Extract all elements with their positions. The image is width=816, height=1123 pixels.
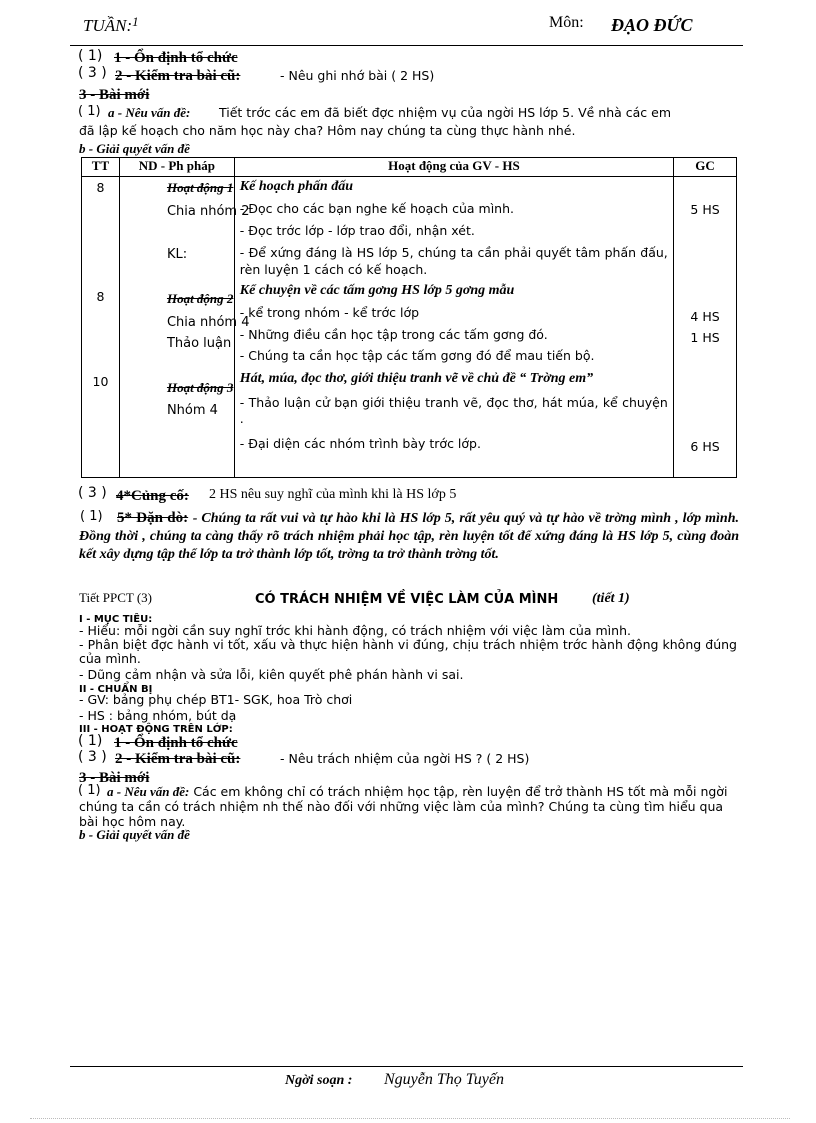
activity1-step1: - Đọc cho các bạn nghe kế hoạch của mình. <box>239 201 514 216</box>
tt-2: 8 <box>96 289 105 304</box>
section4-text: 2 HS nêu suy nghĩ của mình khi là HS lớp 5 <box>209 487 457 502</box>
ppct-label: Tiết PPCT (3) <box>79 590 152 605</box>
activity3-method: Nhóm 4 <box>166 403 218 418</box>
activities-heading: III - HOẠT ĐỘNG TRÊN LỚP: <box>79 724 233 735</box>
activity2-method: Chia nhóm 4 <box>166 315 250 330</box>
activity1-title: Kế hoạch phấn đấu <box>239 179 353 194</box>
week-number: 1 <box>132 14 139 29</box>
l2-section1-time: ( 1) <box>78 733 103 749</box>
preparation-student: - HS : bảng nhóm, bút dạ <box>79 708 237 723</box>
l2-section2-title: 2 - Kiểm tra bài cũ: <box>115 751 241 767</box>
page-bottom-dotted <box>30 1118 790 1119</box>
week-label: TUẦN:$^1$ <box>83 14 139 35</box>
l2-section2-text: - Nêu trách nhiệm của ngời HS ? ( 2 HS) <box>280 751 530 766</box>
col-header-gc: GC <box>674 158 737 177</box>
tt-3: 10 <box>92 374 109 389</box>
subject-name: ĐẠO ĐỨC <box>611 15 693 35</box>
author-name: Nguyễn Thọ Tuyến <box>384 1071 504 1088</box>
gc-3: 1 HS <box>690 330 720 345</box>
activity1-conclusion: KL: <box>166 247 188 262</box>
part-a-line1: Tiết trớc các em đã biết đợc nhiệm vụ của ngời HS lớp 5. Về nhà các em <box>219 105 672 120</box>
lesson2-period: (tiết 1) <box>592 591 630 606</box>
part-b-label: b - Giải quyết vấn đề <box>79 141 190 156</box>
activity1-step2: - Đọc trớc lớp - lớp trao đổi, nhận xét. <box>239 223 475 238</box>
col-header-method: ND - Ph pháp <box>119 158 234 177</box>
author-label: Ngời soạn : <box>285 1073 353 1088</box>
objectives-heading: I - MỤC TIÊU: <box>79 614 153 625</box>
activity2-title: Kể chuyện về các tấm gơng HS lớp 5 gơng mẫu <box>239 283 515 298</box>
section2-text: - Nêu ghi nhớ bài ( 2 HS) <box>280 68 435 83</box>
section4-time: ( 3 ) <box>78 485 107 501</box>
gc-1: 5 HS <box>690 202 720 217</box>
activity3-title: Hát, múa, đọc thơ, giới thiệu tranh vẽ về chủ đề “ Trờng em” <box>239 371 594 386</box>
activity2-step2: - Những điều cần học tập trong các tấm gơng đó. <box>239 327 548 342</box>
col-header-tt: TT <box>82 158 120 177</box>
l2-section2-time: ( 3 ) <box>78 749 107 765</box>
activity2-step1: - kể trong nhóm - kể trớc lớp <box>239 305 420 320</box>
activity1-heading: Hoạt động 1 <box>166 180 234 195</box>
activity2-heading: Hoạt động 2 <box>166 291 234 306</box>
part-a-time: ( 1) <box>78 104 101 119</box>
footer-rule <box>70 1066 743 1067</box>
activity2-step3: - Chúng ta cần học tập các tấm gơng đó để mau tiến bộ. <box>239 348 595 363</box>
activity2-discussion: Thảo luận <box>166 336 232 351</box>
section1-title: 1 - Ổn định tổ chức <box>114 50 238 66</box>
preparation-teacher: - GV: bảng phụ chép BT1- SGK, hoa Trò chơi <box>79 692 353 707</box>
section2-title: 2 - Kiểm tra bài cũ: <box>115 68 241 84</box>
l2-part-a-label: a - Nêu vấn đề: <box>107 784 190 799</box>
lesson2-title: CÓ TRÁCH NHIỆM VỀ VIỆC LÀM CỦA MÌNH <box>255 592 559 607</box>
l2-section3-title: 3 - Bài mới <box>79 770 150 786</box>
section5-title: 5* Dặn dò: <box>117 510 189 526</box>
tt-1: 8 <box>96 180 105 195</box>
activity1-conclusion-text: - Để xứng đáng là HS lớp 5, chúng ta cần phải quyết tâm phấn đấu, rèn luyện 1 cách có kế hoạch. <box>239 245 668 277</box>
header-rule <box>70 45 743 46</box>
section2-time: ( 3 ) <box>78 65 107 81</box>
l2-part-a-block <box>79 784 739 829</box>
l2-part-a-text: Các em không chỉ có trách nhiệm học tập, rèn luyện để trở thành HS tốt mà mỗi ngời chúng ta cần có trách nhiệm nh thế nào đối với những việc làm của mình? Chúng ta cùng tìm hiểu qua bài học hôm nay. <box>79 784 728 829</box>
section4-title: 4*Củng cố: <box>116 488 189 504</box>
section5-block <box>79 509 739 563</box>
preparation-heading: II - CHUẨN BỊ <box>79 684 153 695</box>
activity1-method: Chia nhóm 2 <box>166 204 250 219</box>
subject-label: Môn: <box>549 14 584 31</box>
l2-part-b-label: b - Giải quyết vấn đề <box>79 827 190 842</box>
gc-2: 4 HS <box>690 309 720 324</box>
part-a-label: a - Nêu vấn đề: <box>108 105 191 120</box>
objective-2: - Phân biệt đợc hành vi tốt, xấu và thực hiện hành vi đúng, chịu trách nhiệm trớc hành động không đúng của mình. <box>79 637 737 666</box>
section5-text: - Chúng ta rất vui và tự hào khi là HS lớp 5, rất yêu quý và tự hào về trờng mình , lớp mình. Đồng thời , chúng ta càng thấy rõ trách nhiệm phải học tập, rèn luyện tốt để xứng đáng là HS lớp 5, cùng đoàn kết xây dựng tập thể lớp ta trở thành lớp tốt, trờng ta trở thành trờng tốt. <box>79 511 739 562</box>
section5-time: ( 1) <box>80 509 103 524</box>
activity3-step2: - Đại diện các nhóm trình bày trớc lớp. <box>239 436 481 451</box>
col-header-activity: Hoạt động của GV - HS <box>234 158 673 177</box>
l2-section1-title: 1 - Ổn định tổ chức <box>114 735 238 751</box>
objective-3: - Dũng cảm nhận và sửa lỗi, kiên quyết phê phán hành vi sai. <box>79 667 464 682</box>
section1-time: ( 1) <box>78 48 103 64</box>
l2-part-a-time: ( 1) <box>78 783 101 798</box>
activity3-step1: - Thảo luận cử bạn giới thiệu tranh vẽ, đọc thơ, hát múa, kể chuyện . <box>239 395 668 426</box>
gc-4: 6 HS <box>690 439 720 454</box>
activity-table <box>81 157 737 478</box>
objective-1: - Hiểu: mỗi ngời cần suy nghĩ trớc khi hành động, có trách nhiệm với việc làm của mình. <box>79 623 631 638</box>
section3-title: 3 - Bài mới <box>79 87 150 103</box>
part-a-line2: đã lập kế hoạch cho năm học này cha? Hôm nay chúng ta cùng thực hành nhé. <box>79 123 576 138</box>
activity3-heading: Hoạt động 3 <box>166 380 234 395</box>
